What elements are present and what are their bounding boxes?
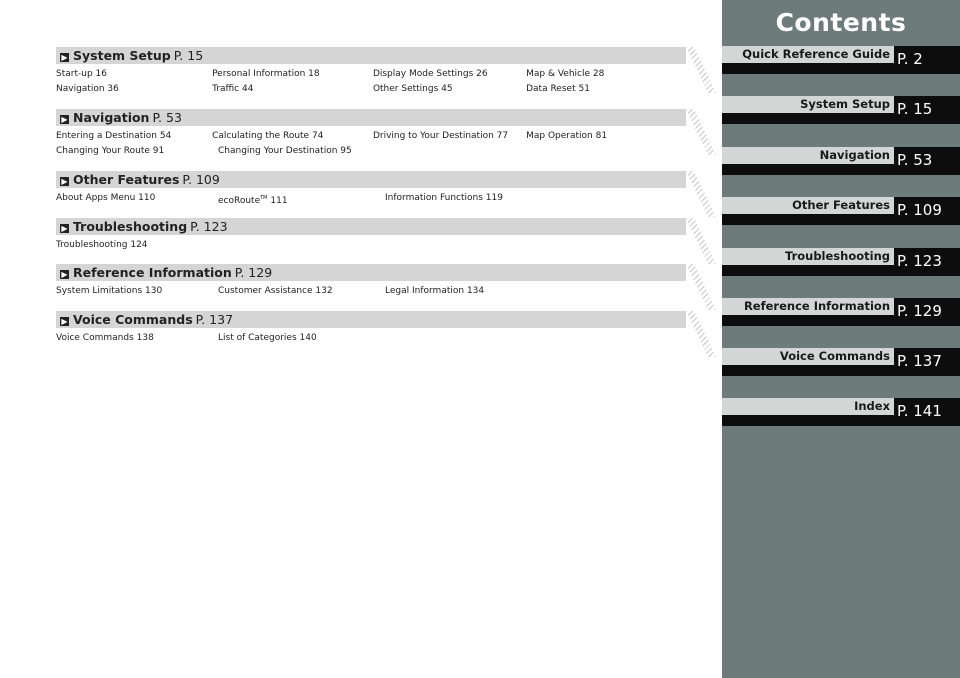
section-title: Other Features	[73, 172, 180, 187]
sidebar-tab-voice-commands[interactable]	[722, 348, 960, 376]
arrow-right-icon: ▶	[61, 115, 68, 124]
toc-link[interactable]: Troubleshooting 124	[56, 240, 148, 250]
tab-page: P. 15	[897, 100, 933, 118]
section-system-setup	[56, 47, 686, 97]
sidebar-tab-quick-reference-guide[interactable]	[722, 46, 960, 74]
section-title: System Setup	[73, 48, 171, 63]
toc-link[interactable]: Voice Commands 138	[56, 333, 154, 343]
list-row	[56, 284, 686, 299]
section-page: P. 109	[182, 172, 220, 187]
list-row	[56, 238, 686, 253]
toc-link[interactable]: Changing Your Destination 95	[218, 146, 352, 156]
list-row	[56, 331, 686, 346]
sidebar-tab-system-setup[interactable]	[722, 96, 960, 124]
arrow-right-icon: ▶	[61, 177, 68, 186]
section-header-link[interactable]	[56, 218, 686, 235]
list-row	[56, 82, 686, 97]
ecoroute-page: 111	[270, 196, 288, 206]
hatch-decoration	[686, 311, 716, 357]
toc-link[interactable]: System Limitations 130	[56, 286, 163, 296]
section-voice-commands	[56, 311, 686, 346]
arrow-right-icon: ▶	[61, 53, 68, 62]
toc-link[interactable]: Changing Your Route 91	[56, 146, 165, 156]
tab-label: Quick Reference Guide	[722, 46, 894, 63]
toc-link[interactable]: About Apps Menu 110	[56, 193, 156, 203]
toc-link[interactable]: Legal Information 134	[385, 286, 485, 296]
tab-label: Other Features	[722, 197, 894, 214]
toc-link[interactable]: Driving to Your Destination 77	[372, 131, 509, 141]
toc-link[interactable]: Navigation 36	[56, 84, 119, 94]
section-header-link[interactable]	[56, 47, 686, 64]
tab-page: P. 109	[897, 201, 942, 219]
section-navigation	[56, 109, 686, 159]
section-page: P. 53	[152, 110, 182, 125]
section-page: P. 137	[195, 312, 234, 327]
section-page: P. 15	[173, 48, 204, 63]
contents-sidebar	[722, 0, 960, 678]
section-page: P. 123	[190, 219, 228, 234]
section-title: Troubleshooting	[73, 219, 188, 234]
section-title: Navigation	[73, 110, 150, 125]
section-title: Voice Commands	[73, 312, 193, 327]
tab-label: Troubleshooting	[722, 248, 894, 265]
toc-link[interactable]: Customer Assistance 132	[218, 286, 333, 296]
section-reference-information	[56, 264, 686, 299]
tab-label: Index	[722, 398, 894, 415]
trademark-mark: TM	[260, 195, 268, 201]
section-other-features	[56, 171, 686, 206]
tab-page: P. 137	[897, 352, 942, 370]
toc-link[interactable]: Map & Vehicle 28	[526, 69, 605, 79]
sidebar-tab-other-features[interactable]	[722, 197, 960, 225]
tab-page: P. 53	[897, 151, 933, 169]
toc-link[interactable]: Map Operation 81	[526, 131, 608, 141]
section-title: Reference Information	[73, 265, 232, 280]
list-row	[56, 67, 686, 82]
tab-label: Navigation	[722, 147, 894, 164]
hatch-decoration	[686, 218, 716, 264]
sidebar-tab-reference-information[interactable]	[722, 298, 960, 326]
tab-page: P. 123	[897, 252, 942, 270]
toc-link[interactable]: List of Categories 140	[218, 333, 317, 343]
toc-link[interactable]: Entering a Destination 54	[56, 131, 172, 141]
arrow-right-icon: ▶	[61, 270, 68, 279]
hatch-decoration	[686, 109, 716, 155]
toc-link[interactable]: Traffic 44	[212, 84, 254, 94]
tab-page: P. 141	[897, 402, 942, 420]
section-header-link[interactable]	[56, 171, 686, 188]
section-troubleshooting	[56, 218, 686, 253]
hatch-decoration	[686, 47, 716, 93]
toc-link[interactable]: Information Functions 119	[385, 193, 503, 203]
section-header-link[interactable]	[56, 264, 686, 281]
ecoroute-name: ecoRoute	[218, 196, 261, 206]
sidebar-tab-troubleshooting[interactable]	[722, 248, 960, 276]
toc-link[interactable]: Personal Information 18	[212, 69, 320, 79]
toc-link[interactable]: Data Reset 51	[526, 84, 590, 94]
tab-page: P. 129	[897, 302, 942, 320]
sidebar-tab-navigation[interactable]	[722, 147, 960, 175]
section-header-link[interactable]	[56, 311, 686, 328]
tab-page: P. 2	[897, 50, 923, 68]
section-header-link[interactable]	[56, 109, 686, 126]
tab-label: System Setup	[722, 96, 894, 113]
hatch-decoration	[686, 171, 716, 217]
list-row	[56, 129, 686, 144]
list-row	[56, 191, 686, 206]
tab-label: Voice Commands	[722, 348, 894, 365]
toc-link[interactable]: Display Mode Settings 26	[372, 69, 488, 79]
arrow-right-icon: ▶	[61, 224, 68, 233]
toc-link[interactable]: Start-up 16	[56, 69, 107, 79]
toc-link-ecoroute[interactable]	[218, 191, 385, 206]
tab-label: Reference Information	[722, 298, 894, 315]
toc-link[interactable]: Calculating the Route 74	[212, 131, 324, 141]
arrow-right-icon: ▶	[61, 317, 68, 326]
sidebar-title: Contents	[775, 8, 907, 37]
list-row	[56, 144, 686, 159]
toc-link[interactable]: Other Settings 45	[372, 84, 453, 94]
section-page: P. 129	[234, 265, 273, 280]
sidebar-tab-index[interactable]	[722, 398, 960, 426]
hatch-decoration	[686, 264, 716, 310]
